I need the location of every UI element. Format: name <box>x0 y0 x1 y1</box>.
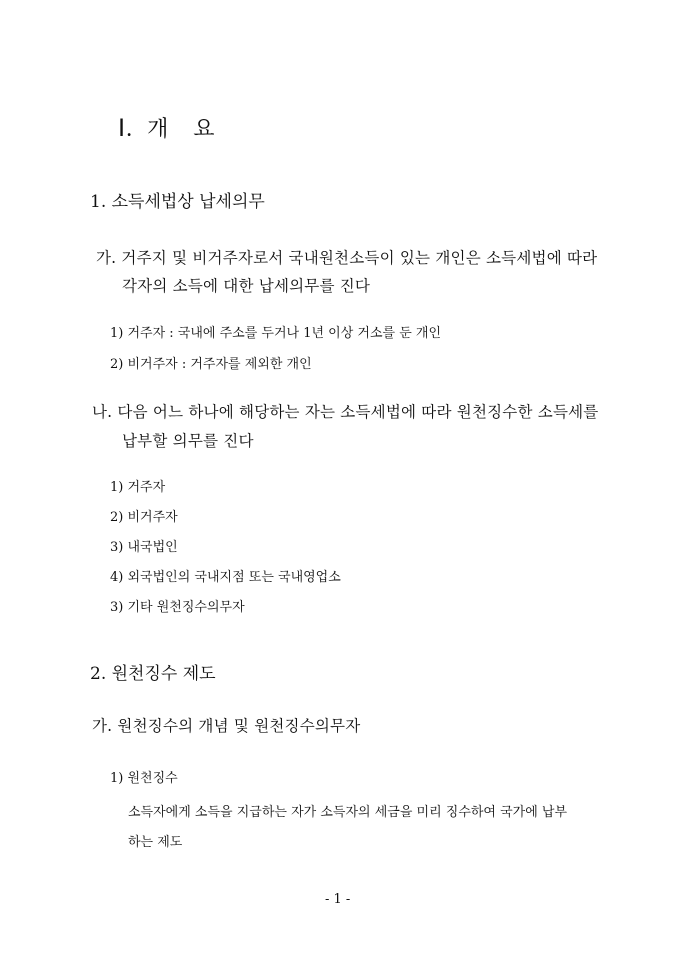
section1-heading: 1. 소득세법상 납세의무 <box>90 192 265 212</box>
section2-heading: 2. 원천징수 제도 <box>90 664 216 684</box>
list-item: 1) 거주자 <box>110 480 166 495</box>
chapter-heading <box>118 112 216 143</box>
section2-desc-line1: 소득자에게 소득을 지급하는 자가 소득자의 세금을 미리 징수하여 국가에 납부 <box>128 805 568 820</box>
chapter-title: 개 요 <box>147 117 216 142</box>
page-number: - 1 - <box>325 892 351 907</box>
chapter-number: Ⅰ. <box>118 116 134 142</box>
section1-na-line1: 나. 다음 어느 하나에 해당하는 자는 소득세법에 따라 원천징수한 소득세를 <box>92 403 599 421</box>
list-item: 2) 비거주자 : 거주자를 제외한 개인 <box>110 357 312 372</box>
list-item: 3) 내국법인 <box>110 540 178 555</box>
section1-na-line2: 납부할 의무를 진다 <box>122 432 254 450</box>
list-item: 1) 거주자 : 국내에 주소를 두거나 1년 이상 거소를 둔 개인 <box>110 326 442 341</box>
section2-ga-heading: 가. 원천징수의 개념 및 원천징수의무자 <box>92 717 361 735</box>
section1-ga-line2: 각자의 소득에 대한 납세의무를 진다 <box>122 277 371 295</box>
list-item: 4) 외국법인의 국내지점 또는 국내영업소 <box>110 570 341 585</box>
list-item: 1) 원천징수 <box>110 771 178 786</box>
list-item: 3) 기타 원천징수의무자 <box>110 600 245 615</box>
section1-ga-line1: 가. 거주지 및 비거주자로서 국내원천소득이 있는 개인은 소득세법에 따라 <box>96 249 598 267</box>
list-item: 2) 비거주자 <box>110 510 178 525</box>
section2-desc-line2: 하는 제도 <box>128 835 183 850</box>
